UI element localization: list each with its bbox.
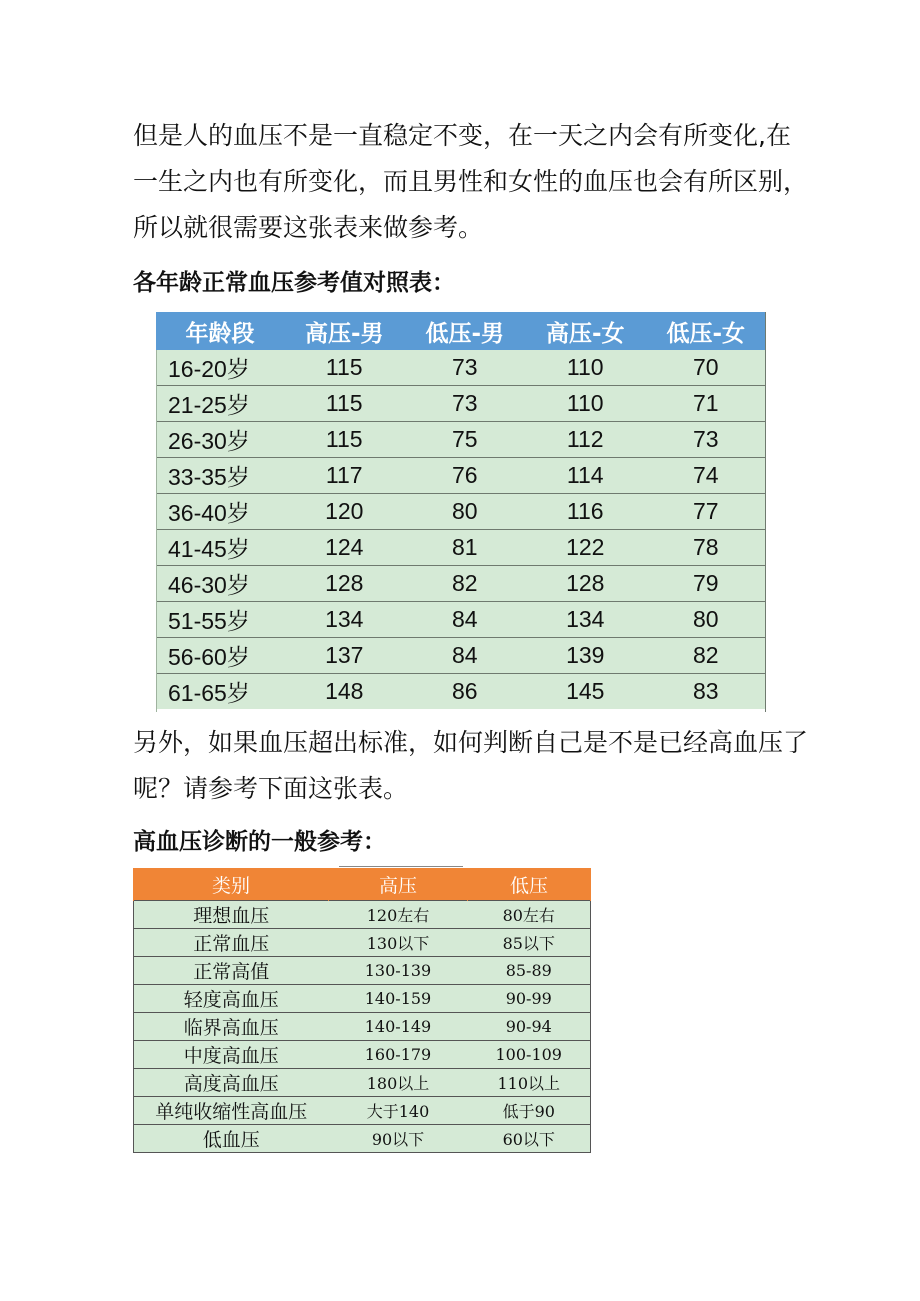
value-cell: 110 bbox=[525, 350, 646, 386]
table-row bbox=[134, 985, 591, 1013]
value-cell: 115 bbox=[284, 422, 405, 458]
systolic-cell: 大于140 bbox=[329, 1097, 468, 1125]
table-row bbox=[134, 901, 591, 929]
table2-header-systolic: 高压 bbox=[329, 868, 468, 901]
value-cell: 116 bbox=[525, 494, 646, 530]
value-cell: 82 bbox=[405, 566, 526, 602]
value-cell: 80 bbox=[646, 602, 767, 638]
diastolic-cell: 85以下 bbox=[468, 929, 591, 957]
value-cell: 114 bbox=[525, 458, 646, 494]
diastolic-cell: 85-89 bbox=[468, 957, 591, 985]
table1-left-border bbox=[156, 350, 157, 712]
category-cell: 理想血压 bbox=[134, 901, 329, 929]
table1-header-diastolic-male: 低压-男 bbox=[405, 312, 526, 350]
table-row bbox=[134, 1069, 591, 1097]
diastolic-cell: 110以上 bbox=[468, 1069, 591, 1097]
table1-header-age: 年龄段 bbox=[156, 312, 284, 350]
table2-header-category: 类别 bbox=[134, 868, 329, 901]
value-cell: 79 bbox=[646, 566, 767, 602]
age-blood-pressure-table bbox=[156, 312, 766, 712]
value-cell: 120 bbox=[284, 494, 405, 530]
diastolic-cell: 90-99 bbox=[468, 985, 591, 1013]
age-cell: 41-45岁 bbox=[156, 530, 284, 566]
table1-header-row bbox=[156, 312, 766, 350]
systolic-cell: 180以上 bbox=[329, 1069, 468, 1097]
value-cell: 74 bbox=[646, 458, 767, 494]
table1-heading: 各年龄正常血压参考值对照表： bbox=[133, 270, 455, 296]
table-row bbox=[156, 566, 766, 602]
value-cell: 134 bbox=[284, 602, 405, 638]
diastolic-cell: 60以下 bbox=[468, 1125, 591, 1153]
systolic-cell: 130-139 bbox=[329, 957, 468, 985]
age-cell: 46-30岁 bbox=[156, 566, 284, 602]
diastolic-cell: 低于90 bbox=[468, 1097, 591, 1125]
value-cell: 148 bbox=[284, 674, 405, 710]
value-cell: 112 bbox=[525, 422, 646, 458]
category-cell: 正常血压 bbox=[134, 929, 329, 957]
age-cell: 61-65岁 bbox=[156, 674, 284, 710]
age-cell: 33-35岁 bbox=[156, 458, 284, 494]
systolic-cell: 130以下 bbox=[329, 929, 468, 957]
category-cell: 单纯收缩性高血压 bbox=[134, 1097, 329, 1125]
hypertension-diagnosis-table bbox=[133, 868, 590, 1153]
age-cell: 36-40岁 bbox=[156, 494, 284, 530]
value-cell: 139 bbox=[525, 638, 646, 674]
table-row bbox=[156, 638, 766, 674]
table-row bbox=[156, 350, 766, 386]
value-cell: 84 bbox=[405, 602, 526, 638]
systolic-cell: 160-179 bbox=[329, 1041, 468, 1069]
age-cell: 26-30岁 bbox=[156, 422, 284, 458]
category-cell: 正常高值 bbox=[134, 957, 329, 985]
value-cell: 81 bbox=[405, 530, 526, 566]
table2-heading: 高血压诊断的一般参考： bbox=[133, 829, 386, 855]
value-cell: 76 bbox=[405, 458, 526, 494]
value-cell: 124 bbox=[284, 530, 405, 566]
diastolic-cell: 80左右 bbox=[468, 901, 591, 929]
category-cell: 高度高血压 bbox=[134, 1069, 329, 1097]
category-cell: 中度高血压 bbox=[134, 1041, 329, 1069]
category-cell: 轻度高血压 bbox=[134, 985, 329, 1013]
value-cell: 83 bbox=[646, 674, 767, 710]
value-cell: 75 bbox=[405, 422, 526, 458]
value-cell: 82 bbox=[646, 638, 767, 674]
table-row bbox=[156, 458, 766, 494]
table-row bbox=[156, 494, 766, 530]
value-cell: 115 bbox=[284, 386, 405, 422]
table2-header-row bbox=[134, 868, 591, 901]
value-cell: 86 bbox=[405, 674, 526, 710]
table2-top-rule bbox=[339, 866, 463, 867]
category-cell: 临界高血压 bbox=[134, 1013, 329, 1041]
value-cell: 78 bbox=[646, 530, 767, 566]
value-cell: 77 bbox=[646, 494, 767, 530]
value-cell: 117 bbox=[284, 458, 405, 494]
diastolic-cell: 90-94 bbox=[468, 1013, 591, 1041]
value-cell: 84 bbox=[405, 638, 526, 674]
value-cell: 70 bbox=[646, 350, 767, 386]
category-cell: 低血压 bbox=[134, 1125, 329, 1153]
age-cell: 51-55岁 bbox=[156, 602, 284, 638]
table-row bbox=[156, 602, 766, 638]
value-cell: 128 bbox=[525, 566, 646, 602]
value-cell: 71 bbox=[646, 386, 767, 422]
age-cell: 16-20岁 bbox=[156, 350, 284, 386]
table-row bbox=[134, 1125, 591, 1153]
value-cell: 122 bbox=[525, 530, 646, 566]
value-cell: 115 bbox=[284, 350, 405, 386]
systolic-cell: 90以下 bbox=[329, 1125, 468, 1153]
table1-right-border bbox=[765, 312, 766, 712]
value-cell: 128 bbox=[284, 566, 405, 602]
table-row bbox=[156, 674, 766, 710]
value-cell: 73 bbox=[646, 422, 767, 458]
table1-header-diastolic-female: 低压-女 bbox=[646, 312, 767, 350]
table-row bbox=[134, 1041, 591, 1069]
value-cell: 145 bbox=[525, 674, 646, 710]
table-row bbox=[156, 386, 766, 422]
value-cell: 73 bbox=[405, 350, 526, 386]
value-cell: 137 bbox=[284, 638, 405, 674]
table-row bbox=[156, 422, 766, 458]
middle-paragraph: 另外，如果血压超出标准，如何判断自己是不是已经高血压了呢？请参考下面这张表。 bbox=[133, 728, 809, 803]
value-cell: 134 bbox=[525, 602, 646, 638]
table1-header-systolic-male: 高压-男 bbox=[284, 312, 405, 350]
age-cell: 21-25岁 bbox=[156, 386, 284, 422]
value-cell: 110 bbox=[525, 386, 646, 422]
systolic-cell: 140-149 bbox=[329, 1013, 468, 1041]
intro-paragraph: 但是人的血压不是一直稳定不变，在一天之内会有所变化,在一生之内也有所变化，而且男性和女性的血压也会有所区别，所以就很需要这张表来做参考。 bbox=[133, 121, 809, 242]
age-cell: 56-60岁 bbox=[156, 638, 284, 674]
table-row bbox=[134, 1097, 591, 1125]
systolic-cell: 140-159 bbox=[329, 985, 468, 1013]
diastolic-cell: 100-109 bbox=[468, 1041, 591, 1069]
table-row bbox=[156, 530, 766, 566]
table-row bbox=[134, 957, 591, 985]
table1-header-systolic-female: 高压-女 bbox=[525, 312, 646, 350]
value-cell: 73 bbox=[405, 386, 526, 422]
table-row bbox=[134, 929, 591, 957]
table-row bbox=[134, 1013, 591, 1041]
systolic-cell: 120左右 bbox=[329, 901, 468, 929]
value-cell: 80 bbox=[405, 494, 526, 530]
table2-header-diastolic: 低压 bbox=[468, 868, 591, 901]
